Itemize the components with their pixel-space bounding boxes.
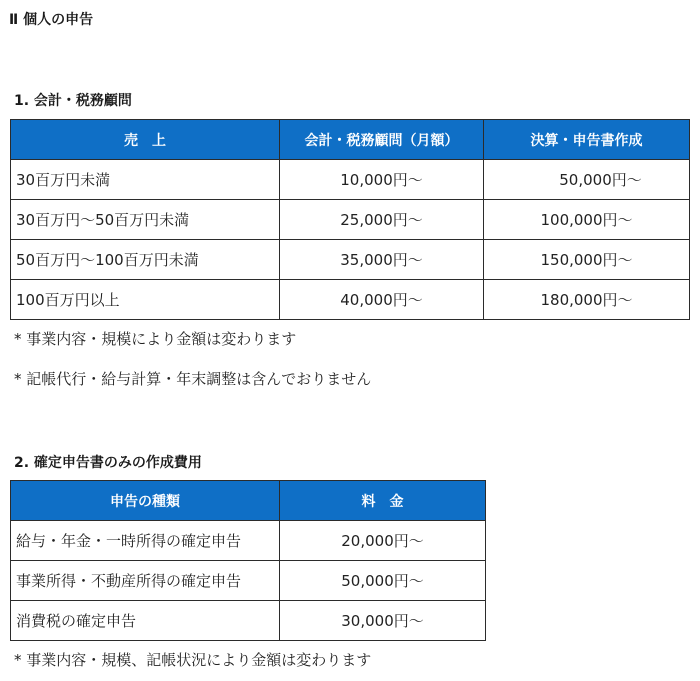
page-title: Ⅱ 個人の申告 — [9, 12, 94, 28]
sales-range-cell: 30百万円未満 — [11, 160, 280, 200]
note-text: * 事業内容・規模により金額は変わります — [14, 330, 297, 348]
advisory-fee-table — [10, 119, 690, 320]
table-row — [11, 160, 690, 200]
column-header-monthly-advisory: 会計・税務顧問（月額） — [280, 120, 484, 160]
settlement-fee-cell: 100,000円～ — [484, 200, 690, 240]
fee-cell: 20,000円～ — [280, 521, 486, 561]
column-header-return-type: 申告の種類 — [11, 481, 280, 521]
table-header-row — [11, 481, 486, 521]
table-row — [11, 240, 690, 280]
table-row — [11, 601, 486, 641]
note-text: * 事業内容・規模、記帳状況により金額は変わります — [14, 651, 372, 669]
sales-range-cell: 50百万円～100百万円未満 — [11, 240, 280, 280]
monthly-fee-cell: 35,000円～ — [280, 240, 484, 280]
column-header-sales: 売 上 — [11, 120, 280, 160]
table-header-row — [11, 120, 690, 160]
fee-cell: 30,000円～ — [280, 601, 486, 641]
monthly-fee-cell: 40,000円～ — [280, 280, 484, 320]
monthly-fee-cell: 10,000円～ — [280, 160, 484, 200]
return-type-cell: 給与・年金・一時所得の確定申告 — [11, 521, 280, 561]
sales-range-cell: 30百万円～50百万円未満 — [11, 200, 280, 240]
column-header-settlement: 決算・申告書作成 — [484, 120, 690, 160]
table-row — [11, 561, 486, 601]
section-title-tax-return: 2. 確定申告書のみの作成費用 — [14, 455, 202, 471]
settlement-fee-cell: 50,000円～ — [484, 160, 690, 200]
settlement-fee-cell: 180,000円～ — [484, 280, 690, 320]
table-row — [11, 200, 690, 240]
return-type-cell: 事業所得・不動産所得の確定申告 — [11, 561, 280, 601]
fee-cell: 50,000円～ — [280, 561, 486, 601]
table-row — [11, 521, 486, 561]
settlement-fee-cell: 150,000円～ — [484, 240, 690, 280]
tax-return-fee-table — [10, 480, 486, 641]
note-text: * 記帳代行・給与計算・年末調整は含んでおりません — [14, 370, 372, 388]
column-header-fee: 料 金 — [280, 481, 486, 521]
section-title-advisory: 1. 会計・税務顧問 — [14, 93, 132, 109]
table-row — [11, 280, 690, 320]
sales-range-cell: 100百万円以上 — [11, 280, 280, 320]
monthly-fee-cell: 25,000円～ — [280, 200, 484, 240]
return-type-cell: 消費税の確定申告 — [11, 601, 280, 641]
